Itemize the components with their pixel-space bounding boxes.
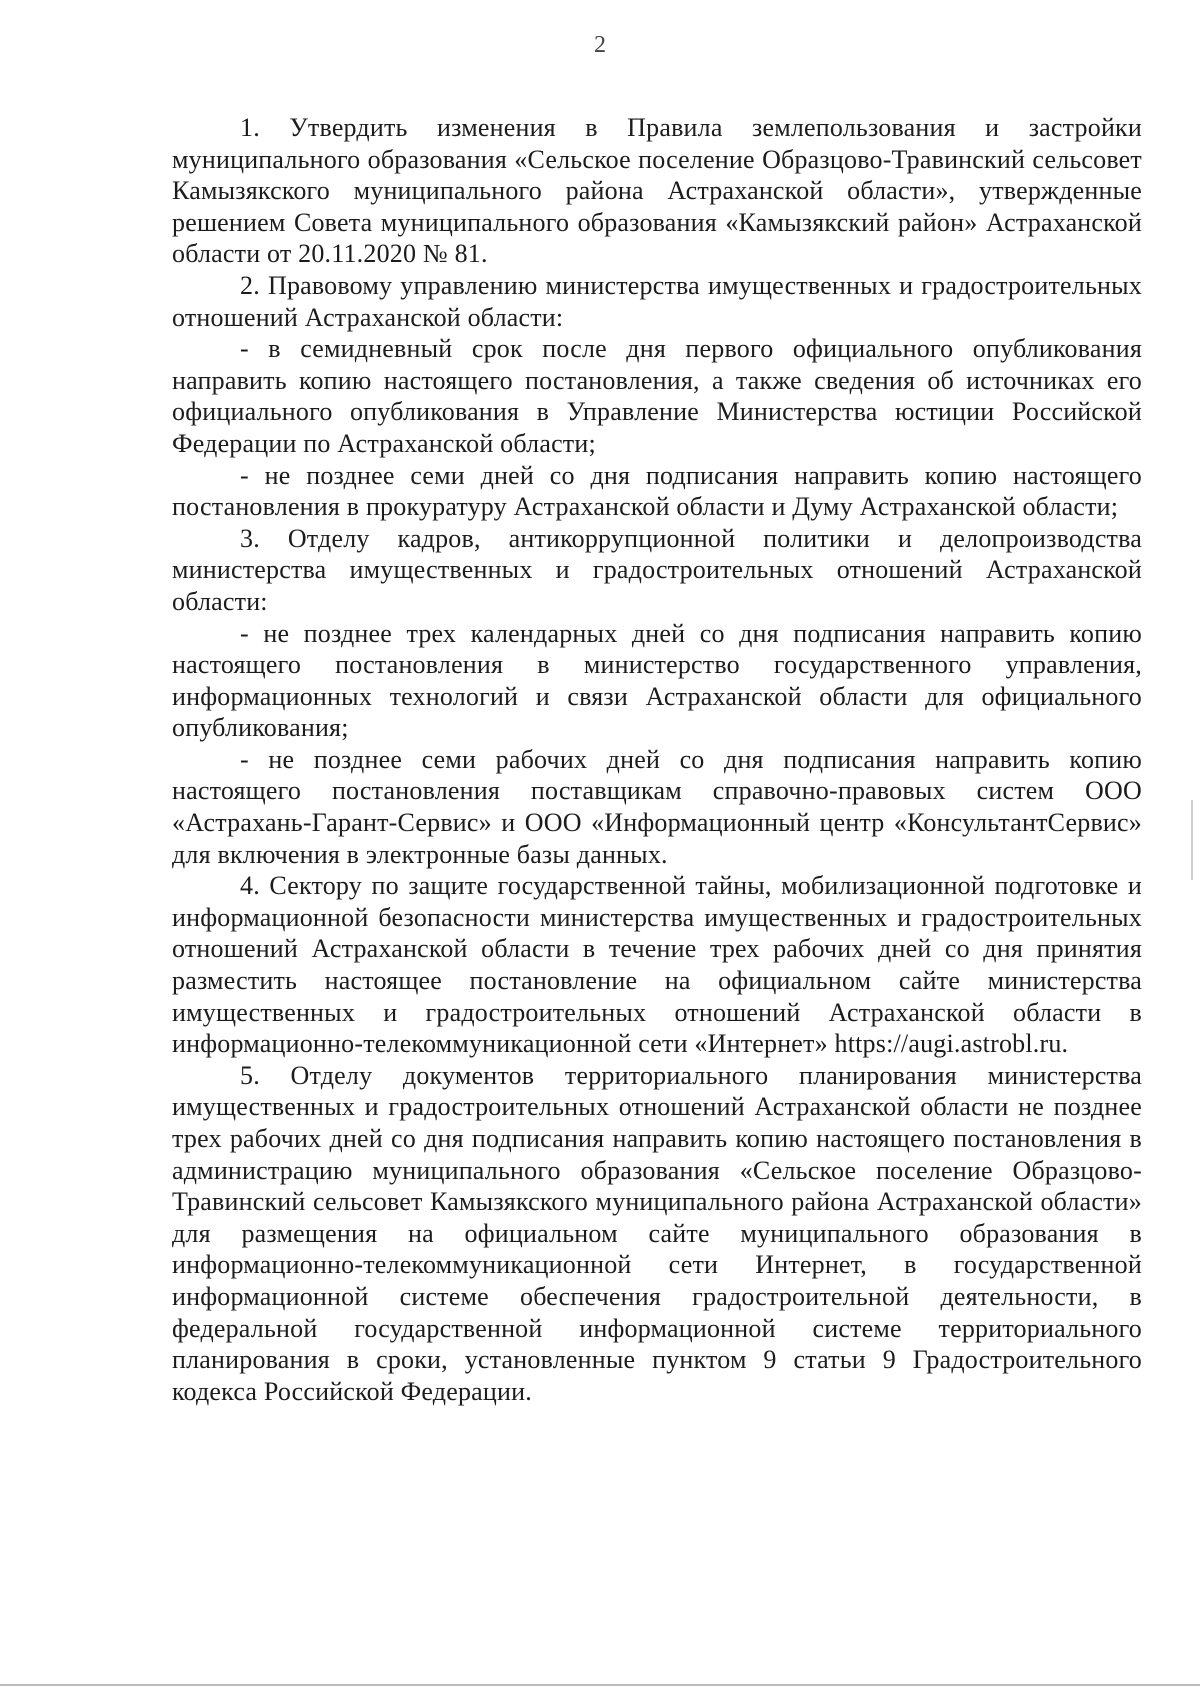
- paragraph-item-3-subitem-2: - не позднее семи рабочих дней со дня подписания направить копию настоящего постановления поставщикам справочно-правовых систем ООО «Астрахань-Гарант-Сервис» и ООО «Информационный центр «КонсультантСервис» для включения в электронные базы данных.: [172, 744, 1142, 869]
- paragraph-item-4: 4. Сектору по защите государственной тайны, мобилизационной подготовке и информационной безопасности министерства имущественных и градостроительных отношений Астраханской области в течение трех рабочих дней со дня принятия разместить настоящее постановление на официальном сайте министерства имущественных и градостроительных отношений Астраханской области в информационно-телекоммуникационной сети «Интернет» https://augi.astrobl.ru.: [172, 871, 1142, 1059]
- paragraph-item-2: 2. Правовому управлению министерства имущественных и градостроительных отношений Астраханской области:: [172, 270, 1142, 332]
- paragraph-item-2-subitem-2: - не позднее семи дней со дня подписания направить копию настоящего постановления в прокуратуру Астраханской области и Думу Астраханской области;: [172, 460, 1142, 522]
- paragraph-item-5: 5. Отделу документов территориального планирования министерства имущественных и градостроительных отношений Астраханской области не позднее трех рабочих дней со дня подписания направить копию настоящего постановления в администрацию муниципального образования «Сельское поселение Образцово-Травинский сельсовет Камызякского муниципального района Астраханской области» для размещения на официальном сайте муниципального образования в информационно-телекоммуникационной сети Интернет, в государственной информационной системе обеспечения градостроительной деятельности, в федеральной государственной информационной системе территориального планирования в сроки, установленные пунктом 9 статьи 9 Градостроительного кодекса Российской Федерации.: [172, 1060, 1142, 1406]
- paragraph-item-1: 1. Утвердить изменения в Правила землепользования и застройки муниципального образования «Сельское поселение Образцово-Травинский сельсовет Камызякского муниципального района Астраханской области», утвержденные решением Совета муниципального образования «Камызякский район» Астраханской области от 20.11.2020 № 81.: [172, 113, 1142, 269]
- paragraph-item-3: 3. Отделу кадров, антикоррупционной политики и делопроизводства министерства имущественных и градостроительных отношений Астраханской области:: [172, 523, 1142, 616]
- document-body: [172, 112, 1142, 1407]
- paragraph-item-2-subitem-1: - в семидневный срок после дня первого официального опубликования направить копию настоящего постановления, а также сведения об источниках его официального опубликования в Управление Министерства юстиции Российской Федерации по Астраханской области;: [172, 334, 1142, 458]
- scan-artifact-mark: [1191, 800, 1193, 880]
- page-number: 2: [594, 32, 606, 58]
- paragraph-item-3-subitem-1: - не позднее трех календарных дней со дня подписания направить копию настоящего постановления в министерство государственного управления, информационных технологий и связи Астраханской области для официального опубликования;: [172, 618, 1142, 743]
- scan-bottom-edge: [0, 1684, 1200, 1686]
